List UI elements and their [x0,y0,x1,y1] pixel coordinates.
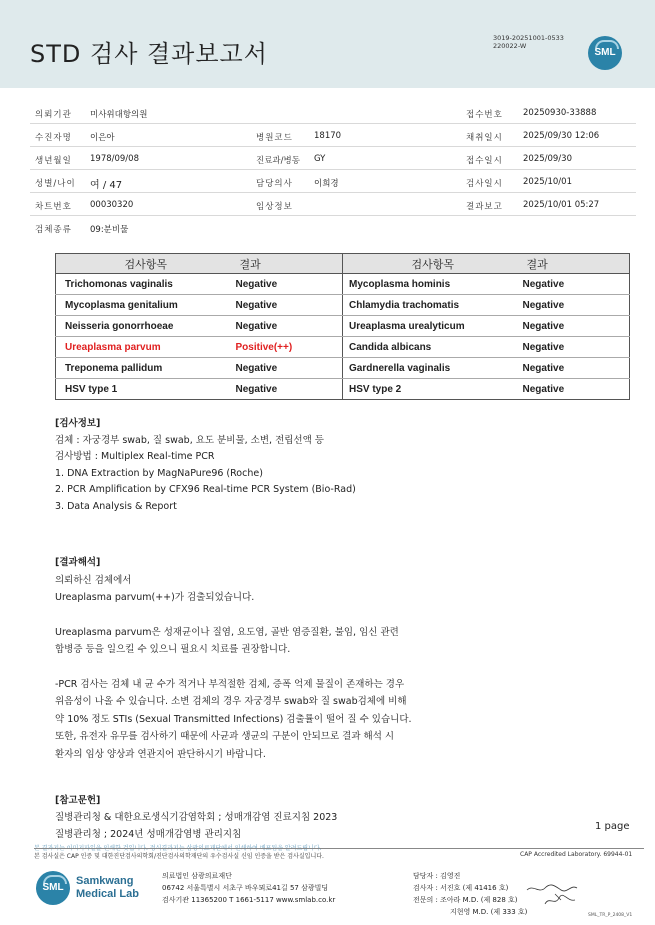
receipt-date-value: 2025/09/30 [523,154,572,164]
column-header-result: 결과 [236,254,343,274]
column-header-item: 검사항목 [343,254,523,274]
results-table [55,253,630,400]
test-item: Candida albicans [343,337,523,358]
hospital-label: 의뢰기관 [35,110,72,120]
test-result: Negative [523,295,630,316]
page-number: 1 page [595,821,630,832]
report-label: 결과보고 [466,202,503,212]
test-result: Negative [523,316,630,337]
test-info-line: 검사방법 : Multiplex Real-time PCR [55,451,215,462]
result-row [56,295,630,316]
hospital-code-value: 18170 [314,131,342,141]
test-item: HSV type 2 [343,379,523,400]
interpretation-line: 약 10% 정도 STIs (Sexual Transmitted Infections) 검출률이 떨어 질 수 있습니다. [55,713,412,725]
interpretation-line: -PCR 검사는 검체 내 균 수가 적거나 부적절한 검체, 증폭 억제 물질이 존재하는 경우 [55,678,405,690]
organization-name: 의료법인 삼광의료재단 [162,872,232,880]
result-row [56,316,630,337]
dob-value: 1978/09/08 [90,154,139,164]
test-info-section [55,416,356,515]
reference-line: 질병관리청 ; 2024년 성매개감염병 관리지침 [55,829,242,840]
brand-name-line-2: Medical Lab [76,888,139,900]
sml-logo-text: SML [594,47,616,58]
receipt-no-label: 접수번호 [466,110,503,120]
organization-address: 06742 서울특별시 서초구 바우뫼로41길 57 삼광빌딩 [162,884,329,892]
info-row [30,193,636,216]
test-result: Negative [236,295,343,316]
staff-line: 전문의 : 조아라 M.D. (제 828 호) [413,896,518,904]
staff-line: 지현영 M.D. (제 333 호) [450,908,528,916]
test-item: Ureaplasma urealyticum [343,316,523,337]
sml-footer-logo [36,871,70,905]
info-row [30,170,636,193]
result-row [56,358,630,379]
doctor-value: 이희경 [314,179,339,189]
test-item: HSV type 1 [65,383,118,395]
staff-info [413,870,527,918]
test-date-value: 2025/10/01 [523,177,572,187]
interpretation-line: 환자의 임상 양상과 연관지어 판단하시기 바랍니다. [55,748,266,760]
interpretation-line: Ureaplasma parvum은 성재균이나 질염, 요도염, 골반 염증질환, 불임, 임신 관련 [55,626,399,638]
report-title: STD 검사 결과보고서 [30,40,268,68]
document-code [493,34,564,50]
references-heading: [참고문헌] [55,795,101,806]
test-item: Mycoplasma genitalium [56,295,236,316]
dob-label: 생년월일 [35,156,72,166]
organization-contact: 검사기관 11365200 T 1661-5117 www.smlab.co.kr [162,896,336,904]
test-info-line: 2. PCR Amplification by CFX96 Real-time PCR System (Bio-Rad) [55,484,356,495]
test-result: Negative [523,337,630,358]
reference-line: 질병관리청 & 대한요로생식기감염학회 ; 성매개감염 진료지침 2023 [55,812,338,823]
doctor-label: 담당의사 [256,179,293,189]
test-result: Negative [236,358,343,379]
signature-image [525,882,580,908]
test-item: Ureaplasma parvum [56,337,236,358]
chart-label: 차트번호 [35,202,72,212]
document-code-line-2: 220022-W [493,42,527,50]
footer-divider [34,848,644,849]
receipt-no-value: 20250930-33888 [523,108,597,118]
interpretation-line: 또한, 유전자 유무를 검사하기 때문에 사균과 생균의 구분이 안되므로 결과 해석 시 [55,731,395,742]
dept-label: 진료과/병동 [256,156,300,166]
patient-info-grid [30,101,636,239]
brand-name [76,875,139,901]
test-result: Negative [236,274,343,295]
test-result: Negative [235,383,278,395]
info-row [30,216,636,239]
test-info-line: 1. DNA Extraction by MagNaPure96 (Roche) [55,467,263,479]
collect-label: 채취일시 [466,133,503,143]
collect-value: 2025/09/30 12:06 [523,131,600,141]
info-row [30,147,636,170]
sex-age-label: 성별/나이 [35,179,76,189]
cap-accreditation: CAP Accredited Laboratory. 69944-01 [520,851,633,858]
test-result: Negative [522,383,565,395]
test-item: Mycoplasma hominis [343,274,523,295]
organization-info [162,870,335,906]
interpretation-line: 합병증 등을 일으킬 수 있으니 필요시 치료를 권장합니다. [55,644,291,655]
info-row [30,124,636,147]
test-result: Positive(++) [236,337,343,358]
test-info-heading: [검사정보] [55,418,101,429]
test-info-line: 검체 : 자궁경부 swab, 질 swab, 요도 분비물, 소변, 전립선액 등 [55,434,324,446]
sml-footer-logo-text: SML [42,882,64,893]
result-row [56,379,630,400]
results-header-row [56,254,630,274]
specimen-value: 09:분비물 [90,225,129,235]
interpretation-line: Ureaplasma parvum(++)가 검출되었습니다. [55,592,255,603]
column-header-item: 검사항목 [56,254,236,274]
test-item: Treponema pallidum [56,358,236,379]
specimen-label: 검체종류 [35,225,72,235]
interpretation-section [55,554,412,763]
certification-note: 본 검사실은 CAP 인증 및 대한진단검사의학회/진단검사의학재단의 우수검사실 신임 인증을 받은 검사실입니다. [34,853,324,860]
patient-value: 이은아 [90,133,115,143]
hospital-code-label: 병원코드 [256,133,293,143]
test-item: Neisseria gonorrhoeae [56,316,236,337]
staff-line: 검사자 : 서진호 (제 41416 호) [413,884,509,892]
info-row [30,101,636,124]
dept-value: GY [314,154,326,164]
staff-line: 담당자 : 김영진 [413,872,461,880]
references-section [55,792,337,843]
interpretation-line: 의뢰하신 검체에서 [55,574,132,586]
report-header [0,0,655,88]
clinical-label: 임상정보 [256,202,293,212]
test-result: Negative [523,358,630,379]
test-item: Trichomonas vaginalis [56,274,236,295]
hospital-value: 미사위대항의원 [90,110,148,120]
brand-name-line-1: Samkwang [76,875,134,887]
interpretation-line: 위음성이 나올 수 있습니다. 소변 검체의 경우 자궁경부 swab와 질 swab검체에 비해 [55,696,407,707]
test-result: Negative [236,316,343,337]
patient-label: 수진자명 [35,133,72,143]
interpretation-heading: [결과해석] [55,557,101,568]
document-id: SML_TR_P_2408_V1 [588,913,633,918]
test-result: Negative [523,274,630,295]
report-value: 2025/10/01 05:27 [523,200,600,210]
test-item: Gardnerella vaginalis [343,358,523,379]
result-row [56,337,630,358]
chart-value: 00030320 [90,200,134,210]
test-info-line: 3. Data Analysis & Report [55,500,177,512]
test-date-label: 검사일시 [466,179,503,189]
receipt-date-label: 접수일시 [466,156,503,166]
sex-age-value: 여 / 47 [90,180,123,191]
sml-logo [588,36,622,70]
result-row [56,274,630,295]
column-header-result: 결과 [523,254,630,274]
test-item: Chlamydia trachomatis [343,295,523,316]
document-code-line-1: 3019-20251001-0533 [493,34,564,42]
